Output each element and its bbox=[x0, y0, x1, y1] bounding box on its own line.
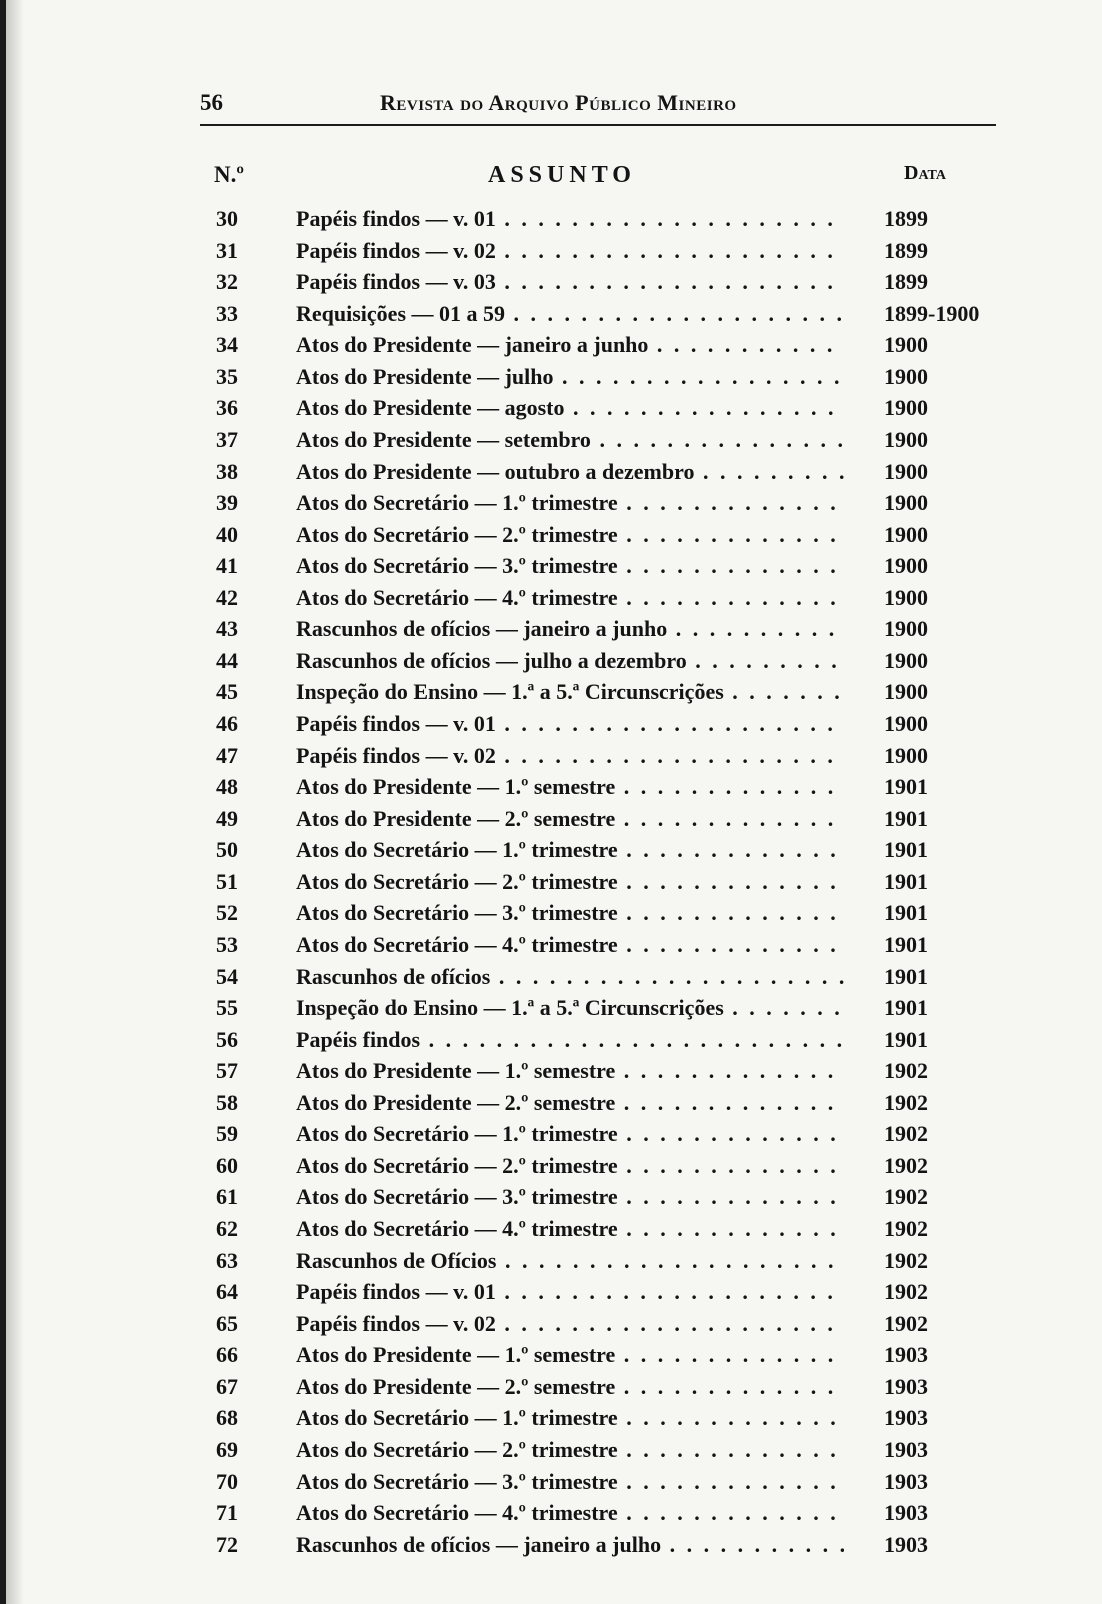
row-date: 1902 bbox=[884, 1184, 928, 1210]
row-date: 1903 bbox=[884, 1436, 928, 1462]
table-row bbox=[0, 1121, 1102, 1153]
row-number: 59 bbox=[216, 1121, 238, 1147]
row-date: 1900 bbox=[884, 490, 928, 516]
row-subject: Atos do Secretário — 2.º trimestre . . . bbox=[296, 1437, 844, 1463]
row-subject: Atos do Presidente — 1.º semestre . . . bbox=[296, 1342, 844, 1368]
row-date: 1900 bbox=[884, 395, 928, 421]
row-number: 33 bbox=[216, 300, 238, 326]
row-subject: Atos do Secretário — 4.º trimestre . . . bbox=[296, 1216, 844, 1242]
table-row bbox=[0, 301, 1102, 333]
row-subject: Rascunhos de ofícios — julho a dezembro . . . bbox=[296, 648, 844, 674]
row-number: 37 bbox=[216, 426, 238, 452]
row-number: 46 bbox=[216, 711, 238, 736]
table-row bbox=[0, 553, 1102, 585]
row-subject: Atos do Secretário — 3.º trimestre . . . bbox=[296, 900, 844, 926]
row-subject: Atos do Secretário — 1.º trimestre . . . bbox=[296, 837, 844, 863]
row-number: 43 bbox=[216, 616, 238, 642]
row-number: 50 bbox=[216, 837, 238, 863]
row-date: 1901 bbox=[884, 995, 928, 1021]
row-subject: Atos do Secretário — 1.º trimestre . . . bbox=[296, 1121, 844, 1147]
table-row bbox=[0, 616, 1102, 648]
row-number: 64 bbox=[216, 1279, 238, 1305]
row-date: 1900 bbox=[884, 553, 928, 579]
table-row bbox=[0, 679, 1102, 711]
row-subject: Atos do Presidente — outubro a dezembro . . . bbox=[296, 459, 844, 485]
row-number: 44 bbox=[216, 647, 238, 673]
table-row bbox=[0, 395, 1102, 427]
row-subject: Rascunhos de ofícios . . . bbox=[296, 964, 844, 990]
row-date: 1903 bbox=[884, 1500, 928, 1526]
row-number: 60 bbox=[216, 1152, 238, 1178]
row-date: 1900 bbox=[884, 521, 928, 547]
row-subject: Atos do Secretário — 4.º trimestre . . . bbox=[296, 932, 844, 958]
row-date: 1901 bbox=[884, 837, 928, 863]
table-row bbox=[0, 1027, 1102, 1059]
row-date: 1902 bbox=[884, 1216, 928, 1241]
running-title: Revista do Arquivo Público Mineiro bbox=[380, 90, 737, 115]
table-row bbox=[0, 1090, 1102, 1122]
row-number: 55 bbox=[216, 995, 238, 1021]
row-number: 47 bbox=[216, 742, 238, 768]
row-subject: Papéis findos . . . bbox=[296, 1027, 844, 1053]
row-subject: Rascunhos de Ofícios . . . bbox=[296, 1248, 844, 1274]
row-subject: Inspeção do Ensino — 1.ª a 5.ª Circunscrições . . . bbox=[296, 995, 844, 1021]
row-date: 1903 bbox=[884, 1405, 928, 1431]
row-number: 48 bbox=[216, 774, 238, 800]
row-subject: Papéis findos — v. 02 . . . bbox=[296, 238, 844, 264]
inventory-table bbox=[0, 206, 1102, 1563]
table-row bbox=[0, 1469, 1102, 1501]
table-row bbox=[0, 1058, 1102, 1090]
row-number: 67 bbox=[216, 1373, 238, 1399]
table-row bbox=[0, 1216, 1102, 1248]
table-row bbox=[0, 1374, 1102, 1406]
row-subject: Atos do Presidente — setembro . . . bbox=[296, 427, 844, 453]
row-number: 65 bbox=[216, 1310, 238, 1336]
table-row bbox=[0, 459, 1102, 491]
table-row bbox=[0, 743, 1102, 775]
row-subject: Papéis findos — v. 01 . . . bbox=[296, 206, 844, 232]
row-date: 1901 bbox=[884, 900, 928, 926]
row-date: 1901 bbox=[884, 1026, 928, 1052]
row-number: 66 bbox=[216, 1342, 238, 1368]
row-date: 1902 bbox=[884, 1058, 928, 1084]
row-number: 41 bbox=[216, 553, 238, 579]
row-number: 68 bbox=[216, 1405, 238, 1431]
table-row bbox=[0, 932, 1102, 964]
row-subject: Atos do Presidente — 1.º semestre . . . bbox=[296, 774, 844, 800]
row-number: 38 bbox=[216, 458, 238, 484]
row-number: 58 bbox=[216, 1089, 238, 1115]
table-row bbox=[0, 206, 1102, 238]
row-subject: Atos do Presidente — 2.º semestre . . . bbox=[296, 1090, 844, 1116]
row-date: 1903 bbox=[884, 1373, 928, 1399]
row-number: 45 bbox=[216, 679, 238, 705]
row-date: 1902 bbox=[884, 1279, 928, 1305]
row-date: 1899 bbox=[884, 269, 928, 295]
row-subject: Atos do Presidente — julho . . . bbox=[296, 364, 844, 390]
row-number: 52 bbox=[216, 900, 238, 926]
row-date: 1900 bbox=[884, 742, 928, 768]
row-number: 36 bbox=[216, 395, 238, 421]
column-header-subject: ASSUNTO bbox=[488, 162, 636, 188]
page-header bbox=[200, 88, 1000, 120]
row-number: 71 bbox=[216, 1500, 238, 1526]
row-number: 42 bbox=[216, 584, 238, 610]
row-date: 1902 bbox=[884, 1121, 928, 1147]
row-date: 1900 bbox=[884, 363, 928, 389]
row-date: 1901 bbox=[884, 868, 928, 894]
row-subject: Papéis findos — v. 02 . . . bbox=[296, 1311, 844, 1337]
table-row bbox=[0, 1248, 1102, 1280]
table-row bbox=[0, 364, 1102, 396]
row-subject: Atos do Presidente — 2.º semestre . . . bbox=[296, 806, 844, 832]
row-date: 1900 bbox=[884, 679, 928, 705]
table-row bbox=[0, 332, 1102, 364]
row-date: 1900 bbox=[884, 332, 928, 358]
row-date: 1902 bbox=[884, 1310, 928, 1336]
table-row bbox=[0, 585, 1102, 617]
table-row bbox=[0, 238, 1102, 270]
row-date: 1903 bbox=[884, 1531, 928, 1557]
table-row bbox=[0, 522, 1102, 554]
row-date: 1902 bbox=[884, 1247, 928, 1273]
table-row bbox=[0, 1311, 1102, 1343]
row-number: 54 bbox=[216, 963, 238, 989]
row-subject: Atos do Secretário — 2.º trimestre . . . bbox=[296, 522, 844, 548]
row-date: 1901 bbox=[884, 931, 928, 957]
row-date: 1900 bbox=[884, 616, 928, 642]
table-row bbox=[0, 1532, 1102, 1564]
row-date: 1901 bbox=[884, 774, 928, 800]
row-subject: Rascunhos de ofícios — janeiro a junho . . . bbox=[296, 616, 844, 642]
row-subject: Atos do Secretário — 1.º trimestre . . . bbox=[296, 490, 844, 516]
row-number: 49 bbox=[216, 805, 238, 831]
row-number: 57 bbox=[216, 1058, 238, 1084]
row-number: 51 bbox=[216, 868, 238, 894]
table-row bbox=[0, 269, 1102, 301]
row-date: 1899 bbox=[884, 206, 928, 231]
table-row bbox=[0, 837, 1102, 869]
row-number: 40 bbox=[216, 521, 238, 547]
row-number: 56 bbox=[216, 1026, 238, 1052]
table-row bbox=[0, 490, 1102, 522]
table-row bbox=[0, 1279, 1102, 1311]
row-subject: Atos do Presidente — janeiro a junho . . . bbox=[296, 332, 844, 358]
row-date: 1901 bbox=[884, 963, 928, 989]
row-date: 1902 bbox=[884, 1089, 928, 1115]
row-date: 1903 bbox=[884, 1342, 928, 1368]
row-number: 35 bbox=[216, 363, 238, 389]
row-subject: Inspeção do Ensino — 1.ª a 5.ª Circunscrições . . . bbox=[296, 679, 844, 705]
row-subject: Atos do Secretário — 1.º trimestre . . . bbox=[296, 1405, 844, 1431]
column-header-number: N.º bbox=[214, 162, 244, 187]
table-row bbox=[0, 648, 1102, 680]
row-subject: Atos do Secretário — 4.º trimestre . . . bbox=[296, 585, 844, 611]
row-subject: Papéis findos — v. 01 . . . bbox=[296, 1279, 844, 1305]
row-subject: Papéis findos — v. 01 . . . bbox=[296, 711, 844, 737]
table-row bbox=[0, 1184, 1102, 1216]
table-row bbox=[0, 1405, 1102, 1437]
row-date: 1899 bbox=[884, 237, 928, 263]
row-number: 39 bbox=[216, 490, 238, 516]
table-row bbox=[0, 964, 1102, 996]
row-number: 63 bbox=[216, 1247, 238, 1273]
row-number: 61 bbox=[216, 1184, 238, 1210]
row-date: 1901 bbox=[884, 805, 928, 831]
row-subject: Requisições — 01 a 59 . . . bbox=[296, 301, 844, 327]
row-number: 30 bbox=[216, 206, 238, 231]
row-subject: Atos do Secretário — 2.º trimestre . . . bbox=[296, 869, 844, 895]
row-subject: Atos do Secretário — 3.º trimestre . . . bbox=[296, 1184, 844, 1210]
header-rule bbox=[200, 124, 996, 126]
row-subject: Atos do Secretário — 3.º trimestre . . . bbox=[296, 553, 844, 579]
table-row bbox=[0, 1500, 1102, 1532]
table-row bbox=[0, 1153, 1102, 1185]
table-row bbox=[0, 427, 1102, 459]
row-date: 1900 bbox=[884, 584, 928, 610]
row-date: 1902 bbox=[884, 1152, 928, 1178]
row-number: 34 bbox=[216, 332, 238, 358]
table-row bbox=[0, 711, 1102, 743]
table-row bbox=[0, 1437, 1102, 1469]
row-date: 1900 bbox=[884, 426, 928, 452]
row-subject: Atos do Presidente — agosto . . . bbox=[296, 395, 844, 421]
row-subject: Papéis findos — v. 03 . . . bbox=[296, 269, 844, 295]
table-row bbox=[0, 869, 1102, 901]
row-subject: Atos do Secretário — 2.º trimestre . . . bbox=[296, 1153, 844, 1179]
table-row bbox=[0, 900, 1102, 932]
row-number: 32 bbox=[216, 269, 238, 295]
table-row bbox=[0, 1342, 1102, 1374]
row-date: 1900 bbox=[884, 458, 928, 484]
row-number: 31 bbox=[216, 237, 238, 263]
page-number: 56 bbox=[200, 90, 223, 115]
row-subject: Atos do Secretário — 3.º trimestre . . . bbox=[296, 1469, 844, 1495]
column-header-date: Data bbox=[904, 162, 946, 184]
row-subject: Papéis findos — v. 02 . . . bbox=[296, 743, 844, 769]
row-date: 1903 bbox=[884, 1468, 928, 1494]
row-number: 62 bbox=[216, 1216, 238, 1241]
row-number: 53 bbox=[216, 931, 238, 957]
row-number: 72 bbox=[216, 1531, 238, 1557]
table-row bbox=[0, 806, 1102, 838]
row-subject: Atos do Secretário — 4.º trimestre . . . bbox=[296, 1500, 844, 1526]
row-subject: Atos do Presidente — 2.º semestre . . . bbox=[296, 1374, 844, 1400]
row-subject: Rascunhos de ofícios — janeiro a julho . . . bbox=[296, 1532, 844, 1558]
row-subject: Atos do Presidente — 1.º semestre . . . bbox=[296, 1058, 844, 1084]
row-number: 70 bbox=[216, 1468, 238, 1494]
row-number: 69 bbox=[216, 1436, 238, 1462]
row-date: 1900 bbox=[884, 647, 928, 673]
table-row bbox=[0, 774, 1102, 806]
row-date: 1899-1900 bbox=[884, 300, 980, 326]
row-date: 1900 bbox=[884, 711, 928, 736]
table-row bbox=[0, 995, 1102, 1027]
